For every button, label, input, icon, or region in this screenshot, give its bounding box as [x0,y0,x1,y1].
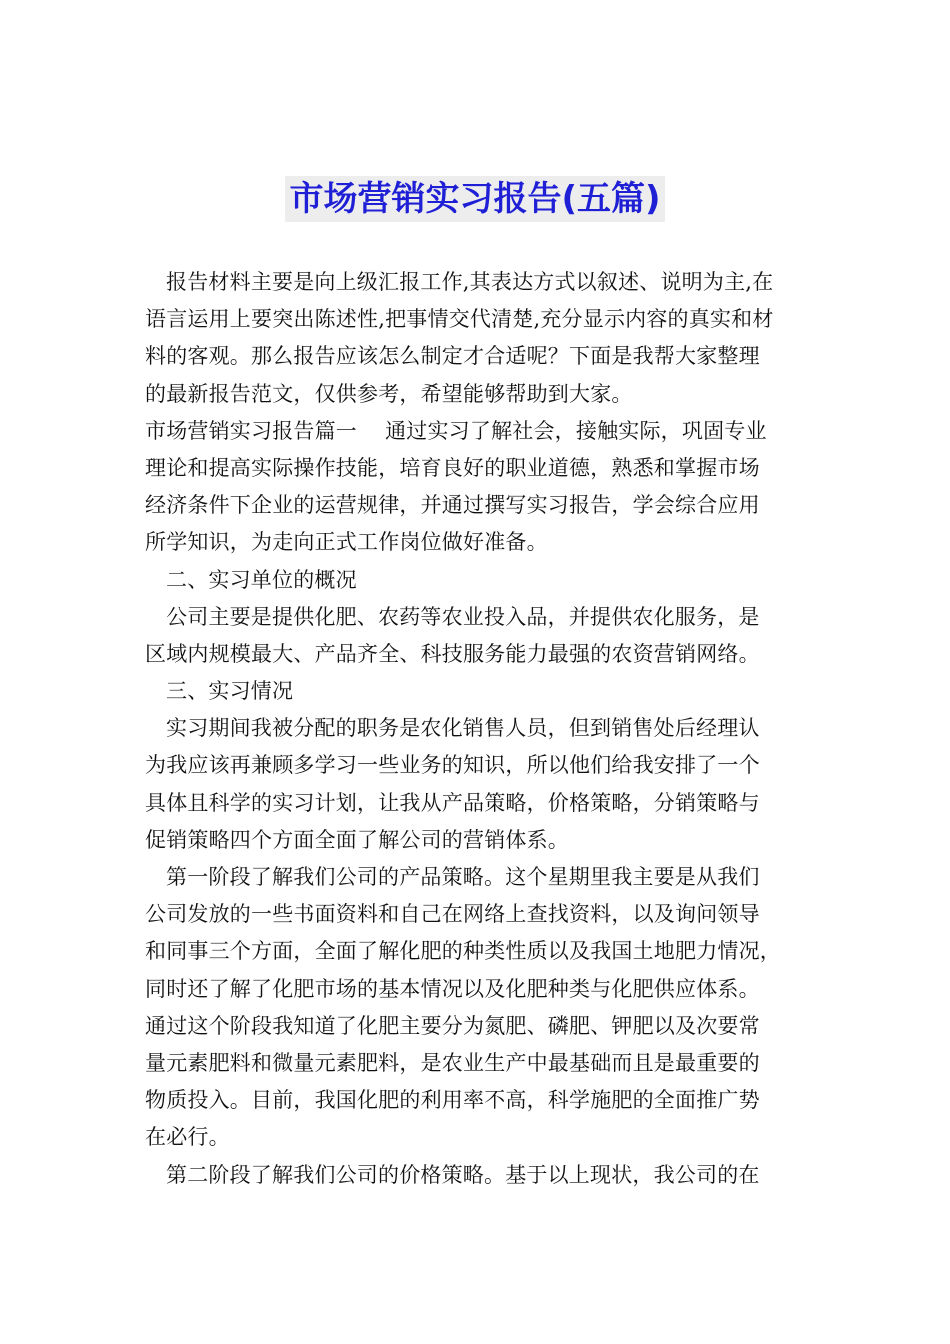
paragraph-line: 同时还了解了化肥市场的基本情况以及化肥种类与化肥供应体系。 [145,976,760,1001]
paragraph-line: 第二阶段了解我们公司的价格策略。基于以上现状，我公司的在 [166,1162,760,1187]
paragraph-line: 理论和提高实际操作技能，培育良好的职业道德，熟悉和掌握市场 [145,455,760,480]
paragraph-line: 公司发放的一些书面资料和自己在网络上查找资料，以及询问领导 [145,902,760,927]
paragraph-line: 量元素肥料和微量元素肥料，是农业生产中最基础而且是最重要的 [145,1050,760,1075]
paragraph-line: 促销策略四个方面全面了解公司的营销体系。 [145,827,569,852]
document-body [145,264,825,1194]
paragraph-line: 料的客观。那么报告应该怎么制定才合适呢？下面是我帮大家整理 [145,344,760,369]
paragraph-line: 为我应该再兼顾多学习一些业务的知识，所以他们给我安排了一个 [145,753,760,778]
section-heading: 二、实习单位的概况 [166,567,357,592]
paragraph-line: 通过这个阶段我知道了化肥主要分为氮肥、磷肥、钾肥以及次要常 [145,1013,760,1038]
paragraph-line: 经济条件下企业的运营规律，并通过撰写实习报告，学会综合应用 [145,493,760,518]
paragraph-line: 的最新报告范文，仅供参考，希望能够帮助到大家。 [145,381,633,406]
paragraph-line: 区域内规模最大、产品齐全、科技服务能力最强的农资营销网络。 [145,641,760,666]
paragraph-line: 在必行。 [145,1125,230,1150]
paragraph-line: 市场营销实习报告篇一 通过实习了解社会，接触实际，巩固专业 [145,418,767,443]
document-title: 市场营销实习报告(五篇) [285,176,664,222]
paragraph-line: 和同事三个方面，全面了解化肥的种类性质以及我国土地肥力情况， [145,939,781,964]
paragraph-line: 公司主要是提供化肥、农药等农业投入品，并提供农化服务，是 [166,604,760,629]
section-heading: 三、实习情况 [166,679,294,704]
paragraph-line: 第一阶段了解我们公司的产品策略。这个星期里我主要是从我们 [166,865,760,889]
paragraph-line: 报告材料主要是向上级汇报工作,其表达方式以叙述、说明为主,在 [166,270,774,294]
paragraph-line: 具体且科学的实习计划，让我从产品策略，价格策略，分销策略与 [145,790,760,815]
paragraph-line: 所学知识，为走向正式工作岗位做好准备。 [145,530,548,555]
paragraph-line: 物质投入。目前，我国化肥的利用率不高，科学施肥的全面推广势 [145,1088,760,1113]
paragraph-line: 实习期间我被分配的职务是农化销售人员，但到销售处后经理认 [166,716,760,741]
paragraph-line: 语言运用上要突出陈述性,把事情交代清楚,充分显示内容的真实和材 [145,307,774,332]
title-container [0,176,950,222]
